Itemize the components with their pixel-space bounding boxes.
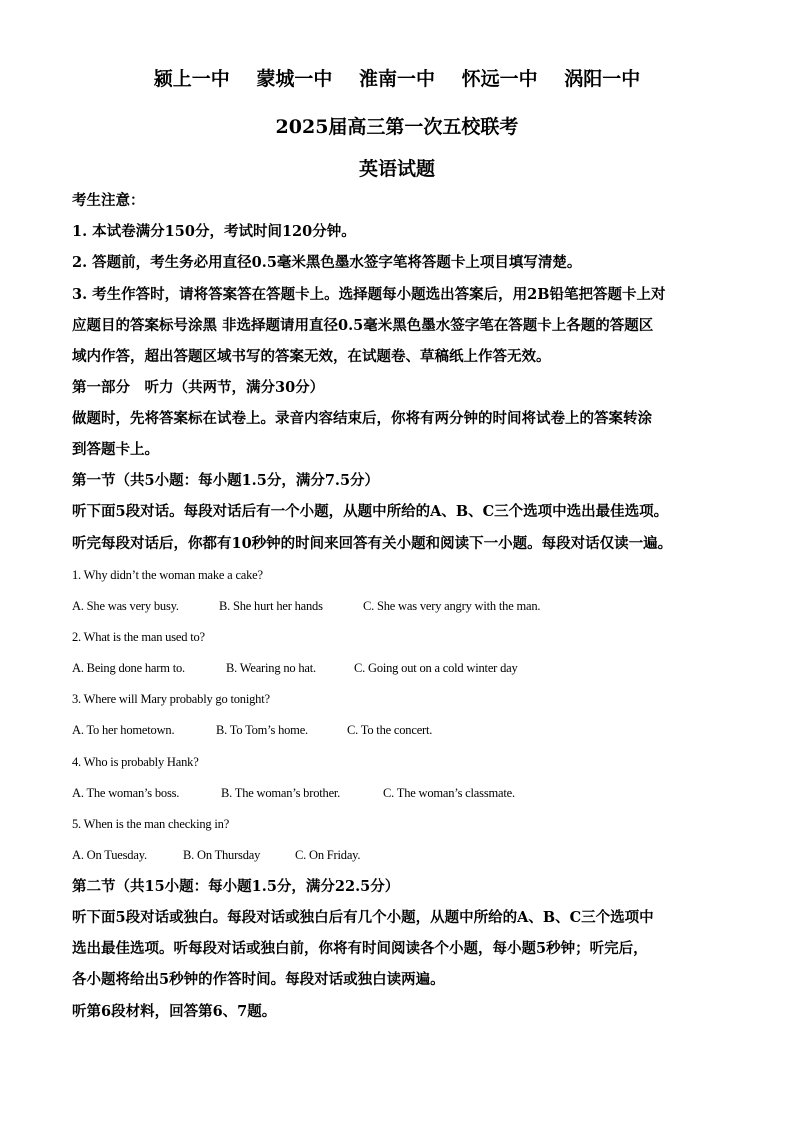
school-name: 涡阳一中 <box>564 68 641 90</box>
notice-item: 域内作答，超出答题区域书写的答案无效，在试题卷、草稿纸上作答无效。 <box>72 348 551 365</box>
school-name: 颍上一中 <box>153 68 230 90</box>
option-b: B. The woman’s brother. <box>221 786 341 800</box>
part-heading: 第一部分 听力（共两节，满分30分） <box>72 379 325 396</box>
part-instruction: 到答题卡上。 <box>72 441 159 458</box>
notice-item: 3. 考生作答时，请将答案答在答题卡上。选择题每小题选出答案后，用2B铅笔把答题卡上对 <box>72 286 666 303</box>
option-c: C. Going out on a cold winter day <box>354 661 518 675</box>
school-name: 怀远一中 <box>461 68 538 90</box>
school-list <box>0 64 794 91</box>
school-name: 淮南一中 <box>358 68 435 90</box>
question-text: 1. Why didn’t the woman make a cake? <box>72 568 263 582</box>
section-heading: 第二节（共15小题：每小题1.5分，满分22.5分） <box>72 878 400 895</box>
section-heading: 第一节（共5小题：每小题1.5分，满分7.5分） <box>72 472 380 489</box>
section-instruction: 各小题将给出5秒钟的作答时间。每段对话或独白读两遍。 <box>72 971 445 988</box>
material-note: 听第6段材料，回答第6、7题。 <box>72 1003 277 1020</box>
option-c: C. She was very angry with the man. <box>363 599 541 613</box>
option-b: B. To Tom’s home. <box>216 723 308 737</box>
question-text: 5. When is the man checking in? <box>72 817 230 831</box>
section-instruction: 听下面5段对话。每段对话后有一个小题，从题中所给的A、B、C三个选项中选出最佳选项。 <box>72 503 669 520</box>
subject-title: 英语试题 <box>358 158 435 180</box>
option-a: A. To her hometown. <box>72 723 175 737</box>
notice-item: 1. 本试卷满分150分，考试时间120分钟。 <box>72 223 356 240</box>
school-name: 蒙城一中 <box>256 68 333 90</box>
option-b: B. On Thursday <box>183 848 261 862</box>
question-text: 2. What is the man used to? <box>72 630 205 644</box>
question-text: 4. Who is probably Hank? <box>72 755 199 769</box>
notice-item: 应题目的答案标号涂黑 非选择题请用直径0.5毫米黑色墨水签字笔在答题卡上各题的答题区 <box>72 317 654 334</box>
part-instruction: 做题时，先将答案标在试卷上。录音内容结束后，你将有两分钟的时间将试卷上的答案转涂 <box>72 410 652 427</box>
option-c: C. To the concert. <box>347 723 433 737</box>
option-b: B. She hurt her hands <box>219 599 323 613</box>
section-instruction: 选出最佳选项。听每段对话或独白前，你将有时间阅读各个小题，每小题5秒钟；听完后， <box>72 940 648 957</box>
option-a: A. On Tuesday. <box>72 848 147 862</box>
notice-heading: 考生注意： <box>72 192 145 209</box>
option-a: A. The woman’s boss. <box>72 786 180 800</box>
option-b: B. Wearing no hat. <box>226 661 316 675</box>
option-a: A. Being done harm to. <box>72 661 185 675</box>
option-a: A. She was very busy. <box>72 599 179 613</box>
option-c: C. The woman’s classmate. <box>383 786 515 800</box>
exam-title: 2025届高三第一次五校联考 <box>275 116 519 138</box>
option-c: C. On Friday. <box>295 848 361 862</box>
question-text: 3. Where will Mary probably go tonight? <box>72 692 270 706</box>
section-instruction: 听完每段对话后，你都有10秒钟的时间来回答有关小题和阅读下一小题。每段对话仅读一遍。 <box>72 535 673 552</box>
notice-item: 2. 答题前，考生务必用直径0.5毫米黑色墨水签字笔将答题卡上项目填写清楚。 <box>72 254 582 271</box>
section-instruction: 听下面5段对话或独白。每段对话或独白后有几个小题，从题中所给的A、B、C三个选项中 <box>72 909 654 926</box>
